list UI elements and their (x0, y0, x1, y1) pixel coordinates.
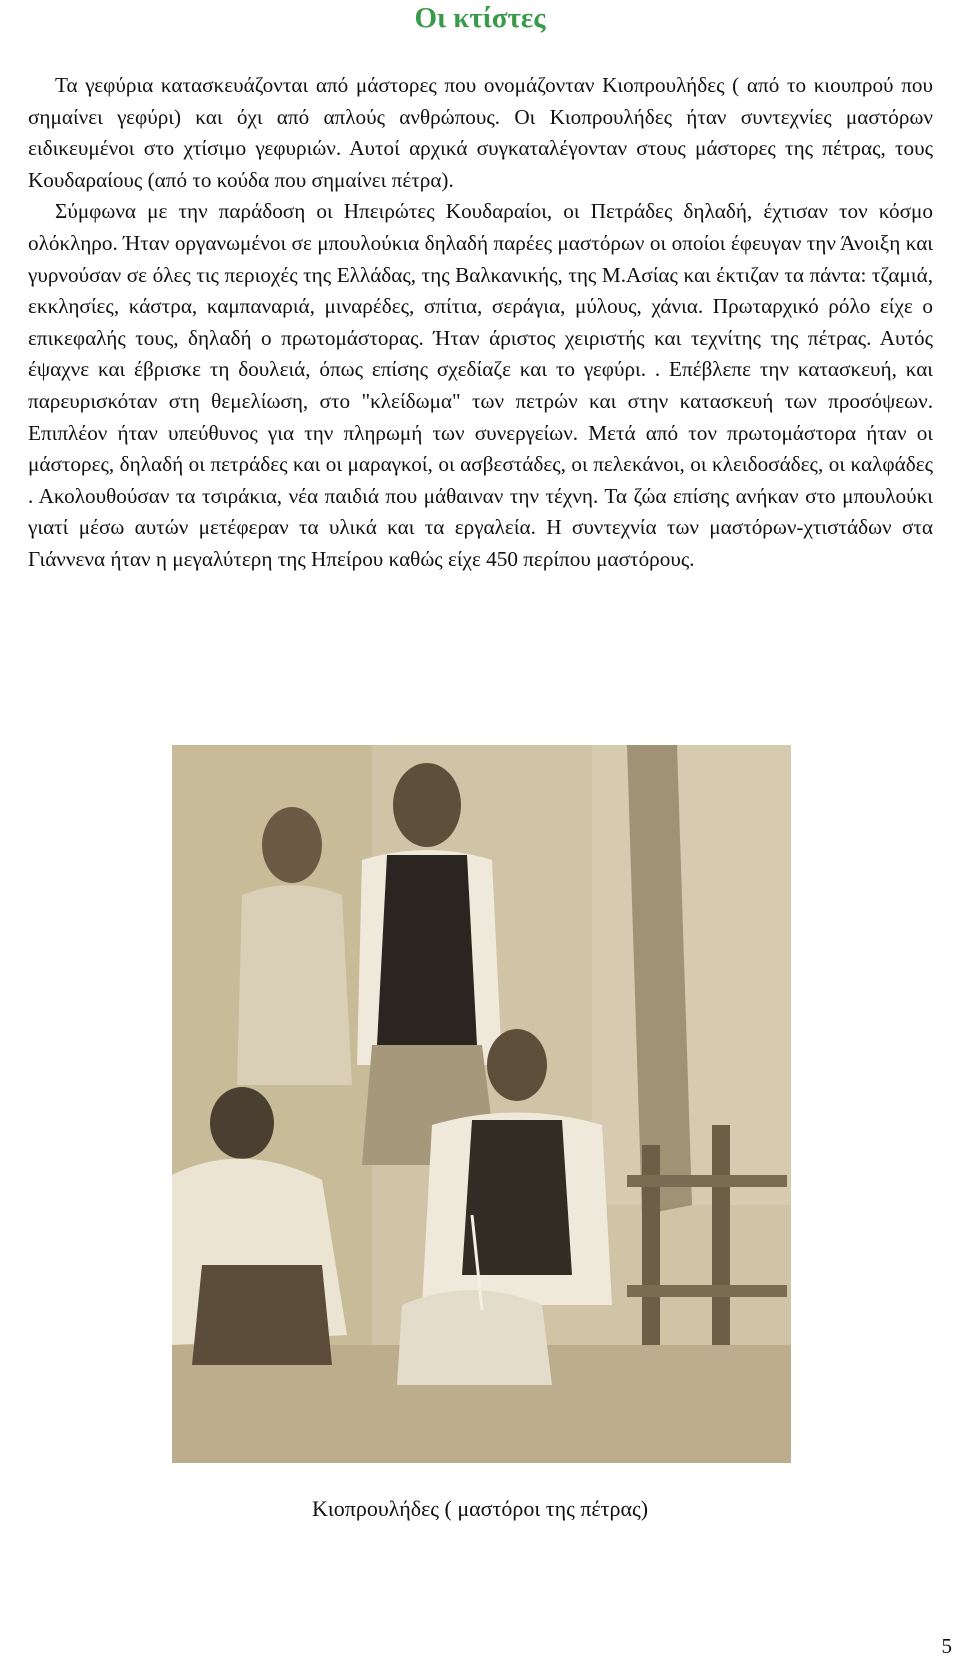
body-text (28, 70, 933, 576)
page-number: 5 (941, 1634, 952, 1658)
paragraph-1: Τα γεφύρια κατασκευάζονται από μάστορες που ονομάζονταν Κιοπρουλήδες ( από το κιουπρού που σημαίνει γεφύρι) και όχι από απλούς ανθρώπους. Οι Κιοπρουλήδες ήταν συντεχνίες μαστόρων ειδικευμένοι στο χτίσιμο γεφυριών. Αυτοί αρχικά συγκαταλέγονταν στους μάστορες της πέτρας, τους Κουδαραίους (από το κούδα που σημαίνει πέτρα). (28, 73, 933, 192)
photo-illustration (172, 745, 791, 1463)
stonemasons-photo (172, 745, 791, 1463)
page-title: Οι κτίστες (414, 2, 546, 34)
photo-caption: Κιοπρουλήδες ( μαστόροι της πέτρας) (311, 1496, 649, 1521)
paragraph-2: Σύμφωνα με την παράδοση οι Ηπειρώτες Κουδαραίοι, οι Πετράδες δηλαδή, έχτισαν τον κόσμο ολόκληρο. Ήταν οργανωμένοι σε μπουλούκια δηλαδή παρέες μαστόρων οι οποίοι έφευγαν την Άνοιξη και γυρνούσαν σε όλες τις περιοχές της Ελλάδας, της Βαλκανικής, της Μ.Ασίας και έκτιζαν τα πάντα: τζαμιά, εκκλησίες, κάστρα, καμπαναριά, μιναρέδες, σπίτια, σεράγια, μύλους, χάνια. Πρωταρχικό ρόλο είχε ο επικεφαλής τους, δηλαδή ο πρωτομάστορας. Ήταν άριστος χειριστής και τεχνίτης της πέτρας. Αυτός έψαχνε και έβρισκε τη δουλειά, όπως επίσης σχεδίαζε και το γεφύρι. . Επέβλεπε την κατασκευή, και παρευρισκόταν στη θεμελίωση, στο "κλείδωμα" των πετρών και στην κατασκευή των προσόψεων. Επιπλέον ήταν υπεύθυνος για την πληρωμή των συνεργείων. Μετά από τον πρωτομάστορα ήταν οι μάστορες, δηλαδή οι πετράδες και οι μαραγκοί, οι ασβεστάδες, οι πελεκάνοι, οι κλειδοσάδες, οι καλφάδες . Ακολουθούσαν τα τσιράκια, νέα παιδιά που μάθαιναν την τέχνη. Τα ζώα επίσης ανήκαν στο μπουλούκι γιατί μέσω αυτών μετέφεραν τα υλικά και τα εργαλεία. Η συντεχνία των μαστόρων-χτιστάδων στα Γιάννενα ήταν η μεγαλύτερη της Ηπείρου καθώς είχε 450 περίπου μαστόρους. (28, 199, 933, 571)
